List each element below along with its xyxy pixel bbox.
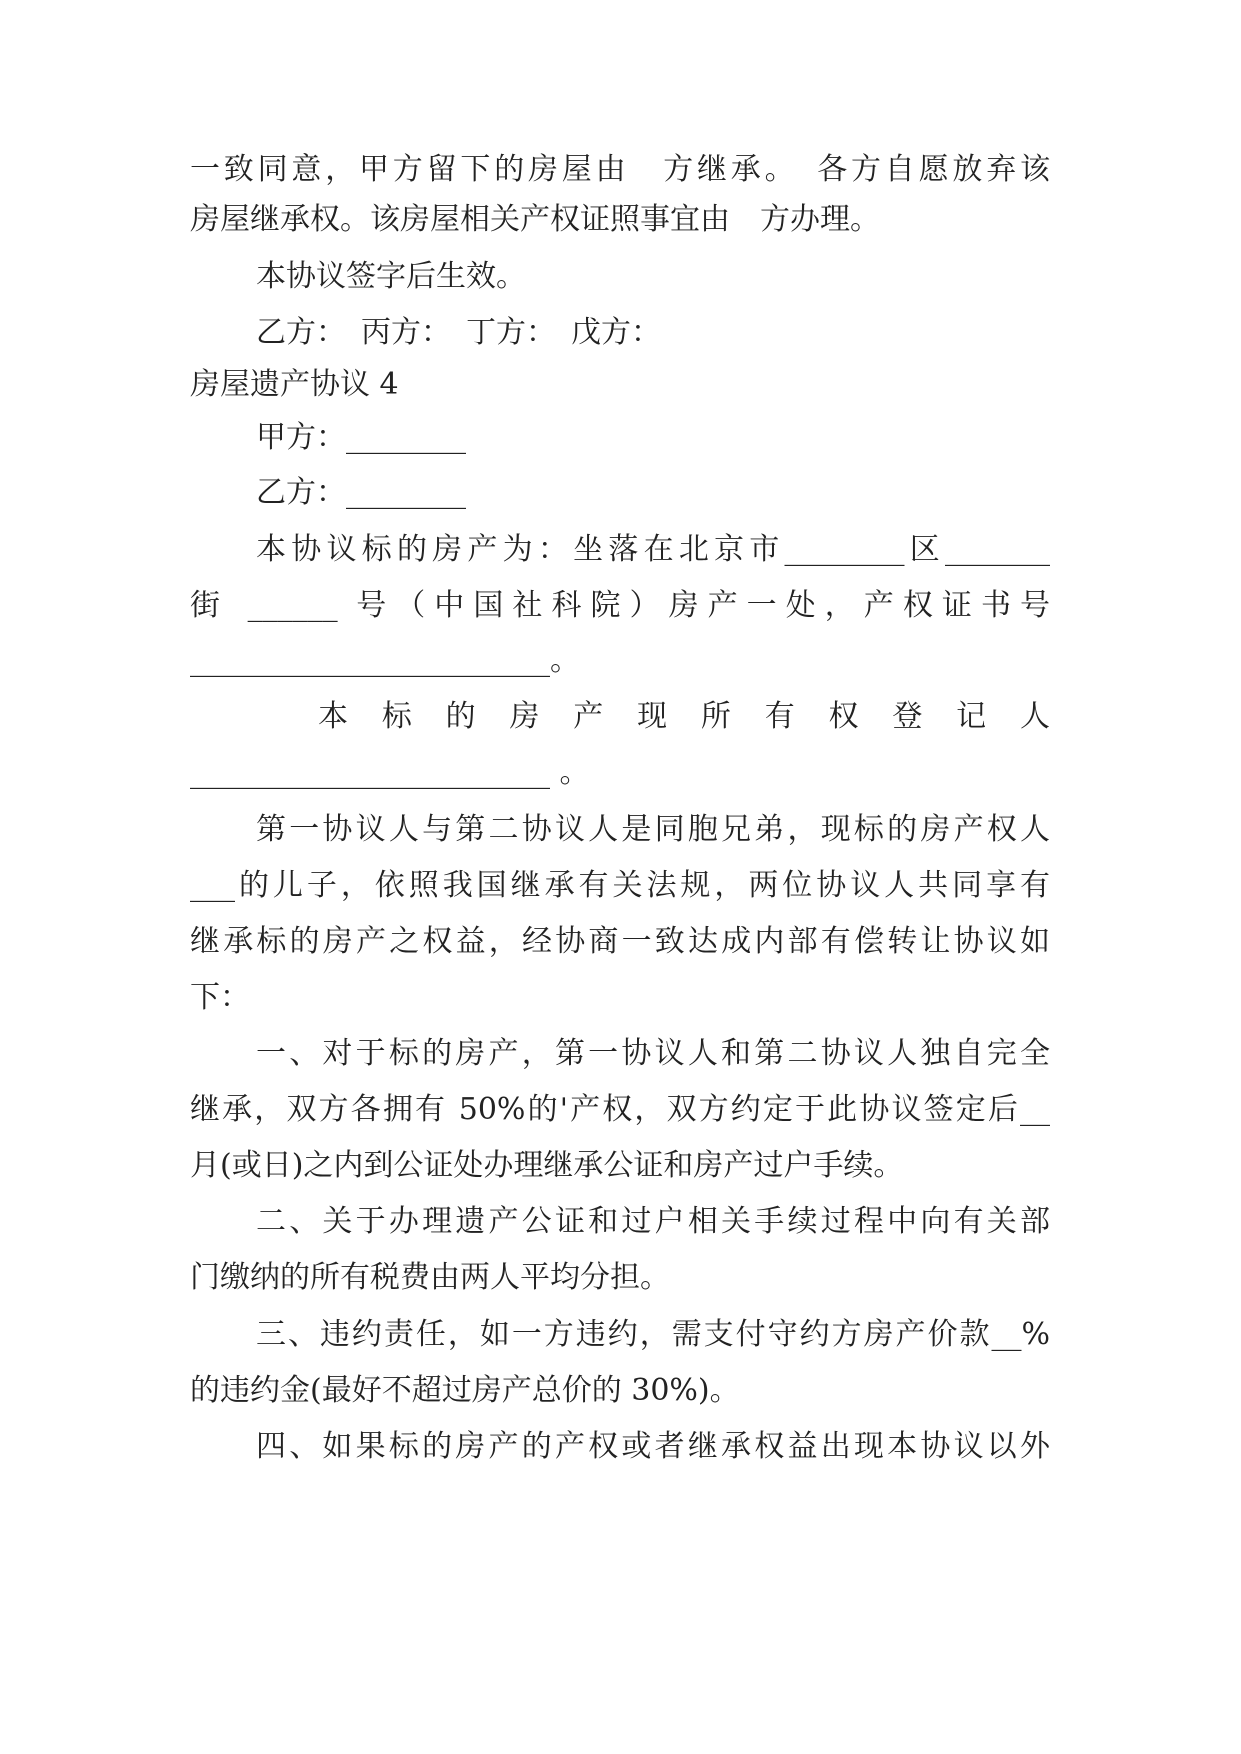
text-line: 本 标 的 房 产 现 所 有 权 登 记 人 <box>318 699 1050 734</box>
text-line: 的违约金(最好不超过房产总价的 30%)。 <box>190 1373 740 1408</box>
text-line: 三、违约责任，如一方违约，需支付守约方房产价款__% <box>256 1317 1050 1352</box>
section-title: 房屋遗产协议 4 <box>190 367 399 402</box>
text-line: 甲方：________ <box>256 420 466 455</box>
text-line: 继承标的房产之权益，经协商一致达成内部有偿转让协议如 <box>190 924 1050 959</box>
text-line: 二、关于办理遗产公证和过户相关手续过程中向有关部 <box>256 1204 1050 1239</box>
text-line: 乙方：________ <box>256 475 466 510</box>
text-line: 四、如果标的房产的产权或者继承权益出现本协议以外 <box>256 1429 1050 1464</box>
text-line: ________________________ 。 <box>190 755 590 790</box>
text-line: 一致同意，甲方留下的房屋由 方继承。 各方自愿放弃该 <box>190 152 1050 187</box>
text-line: 继承，双方各拥有 50%的'产权，双方约定于此协议签定后__ <box>190 1092 1050 1127</box>
text-line: 下： <box>190 980 250 1015</box>
text-line: ________________________。 <box>190 643 580 678</box>
text-line: 门缴纳的所有税费由两人平均分担。 <box>190 1260 670 1295</box>
text-line: 一、对于标的房产，第一协议人和第二协议人独自完全 <box>256 1036 1050 1071</box>
text-line: 月(或日)之内到公证处办理继承公证和房产过户手续。 <box>190 1148 904 1183</box>
text-line: 第一协议人与第二协议人是同胞兄弟，现标的房产权人 <box>256 812 1050 847</box>
text-line: 房屋继承权。该房屋相关产权证照事宜由 方办理。 <box>190 202 880 237</box>
text-line: 本协议标的房产为：坐落在北京市________区_______ <box>256 532 1050 567</box>
text-line: 乙方： 丙方： 丁方： 戊方： <box>256 315 661 350</box>
text-line: 本协议签字后生效。 <box>256 259 526 294</box>
text-line: ___的儿子，依照我国继承有关法规，两位协议人共同享有 <box>190 868 1050 903</box>
text-line: 街 ______ 号（中国社科院）房产一处，产权证书号 <box>190 588 1050 623</box>
